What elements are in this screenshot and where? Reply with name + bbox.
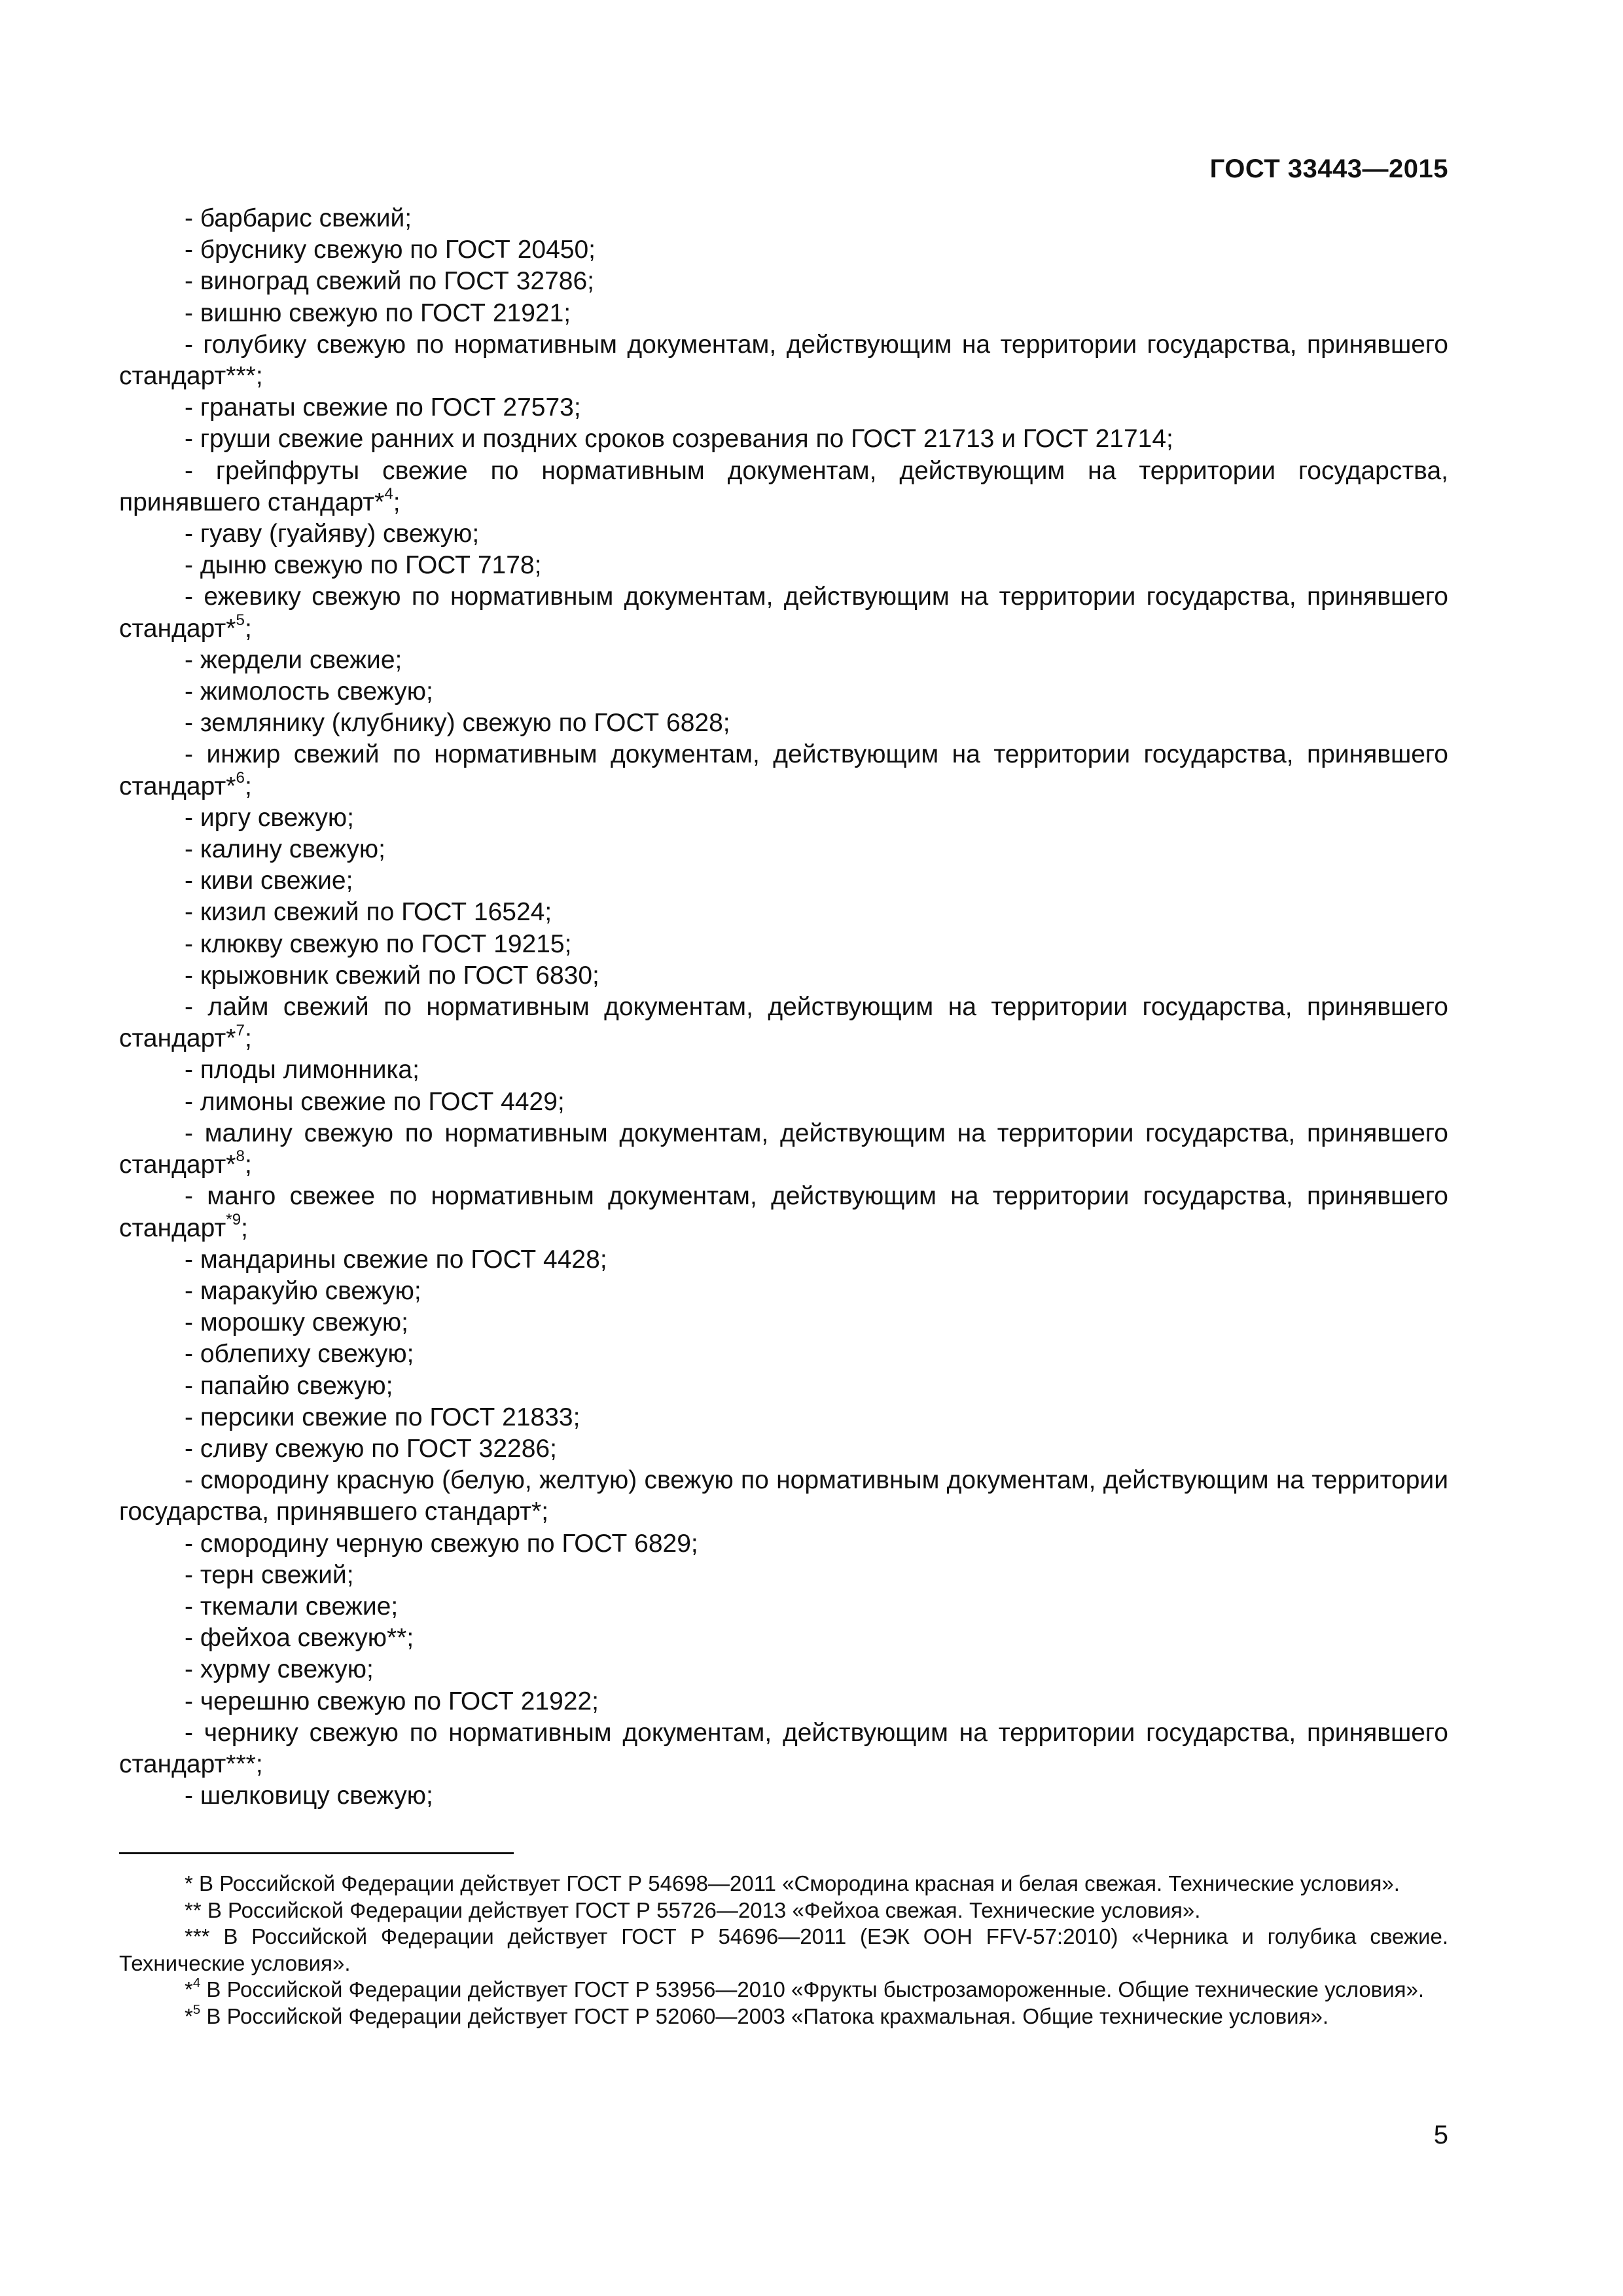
list-item: - дыню свежую по ГОСТ 7178; (185, 551, 542, 580)
list-item: - облепиху свежую; (185, 1340, 414, 1369)
footnotes (119, 1871, 1448, 2030)
list-item: - лимоны свежие по ГОСТ 4429; (185, 1087, 565, 1116)
list-item: - голубику свежую по нормативным документам, действующим на территории государства, принявшего стандарт***; (119, 330, 1448, 391)
list-item: - иргу свежую; (185, 803, 355, 832)
list-item: - персики свежие по ГОСТ 21833; (185, 1403, 580, 1431)
footnote: ** В Российской Федерации действует ГОСТ Р 55726—2013 «Фейхоа свежая. Технические условия». (185, 1897, 1201, 1922)
list-item: - черешню свежую по ГОСТ 21922; (185, 1687, 599, 1715)
list-item: - грейпфруты свежие по нормативным документам, действующим на территории государства, принявшего стандарт*$^4$; (119, 456, 1448, 516)
list-item: - виноград свежий по ГОСТ 32786; (185, 267, 594, 296)
list-item: - смородину черную свежую по ГОСТ 6829; (185, 1529, 698, 1558)
list-item: - жимолость свежую; (185, 677, 433, 706)
list-item: - землянику (клубнику) свежую по ГОСТ 6828; (185, 709, 730, 738)
list-item: - гуаву (гуайяву) свежую; (185, 520, 480, 548)
list-item: - бруснику свежую по ГОСТ 20450; (185, 236, 596, 264)
footnote: *$^4$ В Российской Федерации действует ГОСТ Р 53956—2010 «Фрукты быстрозамороженные. Общие технические условия». (185, 1975, 1425, 2002)
list-item: - вишню свежую по ГОСТ 21921; (185, 298, 571, 327)
list-item: - жердели свежие; (185, 645, 402, 674)
list-item: - папайю свежую; (185, 1371, 393, 1400)
list-item: - инжир свежий по нормативным документам, действующим на территории государства, принявшего стандарт*$^6$; (119, 740, 1448, 800)
list-item: - хурму свежую; (185, 1655, 374, 1684)
footnote-separator (119, 1852, 514, 1854)
list-item: - кизил свежий по ГОСТ 16524; (185, 898, 552, 927)
list-item: - ткемали свежие; (185, 1592, 399, 1621)
list-item: - фейхоа свежую**; (185, 1624, 414, 1653)
page-number: 5 (1433, 2121, 1448, 2149)
list-item: - чернику свежую по нормативным документам, действующим на территории государства, принявшего стандарт***; (119, 1718, 1448, 1778)
list-item: - сливу свежую по ГОСТ 32286; (185, 1434, 557, 1463)
list-item: - клюкву свежую по ГОСТ 19215; (185, 929, 572, 958)
list-item: - лайм свежий по нормативным документам, действующим на территории государства, принявшего стандарт*$^7$; (119, 993, 1448, 1053)
list-item: - маракуйю свежую; (185, 1276, 421, 1305)
list-item: - смородину красную (белую, желтую) свежую по нормативным документам, действующим на территории государства, принявшего стандарт*; (119, 1466, 1448, 1526)
list-item: - барбарис свежий; (185, 204, 412, 232)
list-item: - груши свежие ранних и поздних сроков созревания по ГОСТ 21713 и ГОСТ 21714; (185, 425, 1173, 454)
list-item: - киви свежие; (185, 867, 353, 895)
list-item: - ежевику свежую по нормативным документам, действующим на территории государства, принявшего стандарт*$^5$; (119, 583, 1448, 643)
list-item: - манго свежее по нормативным документам, действующим на территории государства, принявшего стандарт$^{*9}$; (119, 1182, 1448, 1242)
list-item: - гранаты свежие по ГОСТ 27573; (185, 393, 581, 422)
list-item: - мандарины свежие по ГОСТ 4428; (185, 1245, 607, 1274)
footnote: * В Российской Федерации действует ГОСТ Р 54698—2011 «Смородина красная и белая свежая. Технические условия». (185, 1871, 1400, 1895)
list-item: - шелковицу свежую; (185, 1782, 433, 1810)
list-item: - крыжовник свежий по ГОСТ 6830; (185, 961, 599, 990)
document-code-header: ГОСТ 33443—2015 (1209, 154, 1448, 183)
list-item: - терн свежий; (185, 1560, 354, 1589)
list-item: - калину свежую; (185, 835, 385, 864)
list-item: - плоды лимонника; (185, 1056, 419, 1085)
list-item: - малину свежую по нормативным документам, действующим на территории государства, принявшего стандарт*$^8$; (119, 1119, 1448, 1179)
footnote: *** В Российской Федерации действует ГОСТ Р 54696—2011 (ЕЭК ООН FFV-57:2010) «Черника и голубика свежие. Технические условия». (119, 1924, 1448, 1975)
document-body (119, 203, 1448, 1812)
footnote: *$^5$ В Российской Федерации действует ГОСТ Р 52060—2003 «Патока крахмальная. Общие технические условия». (185, 2001, 1329, 2028)
list-item: - морошку свежую; (185, 1308, 408, 1337)
